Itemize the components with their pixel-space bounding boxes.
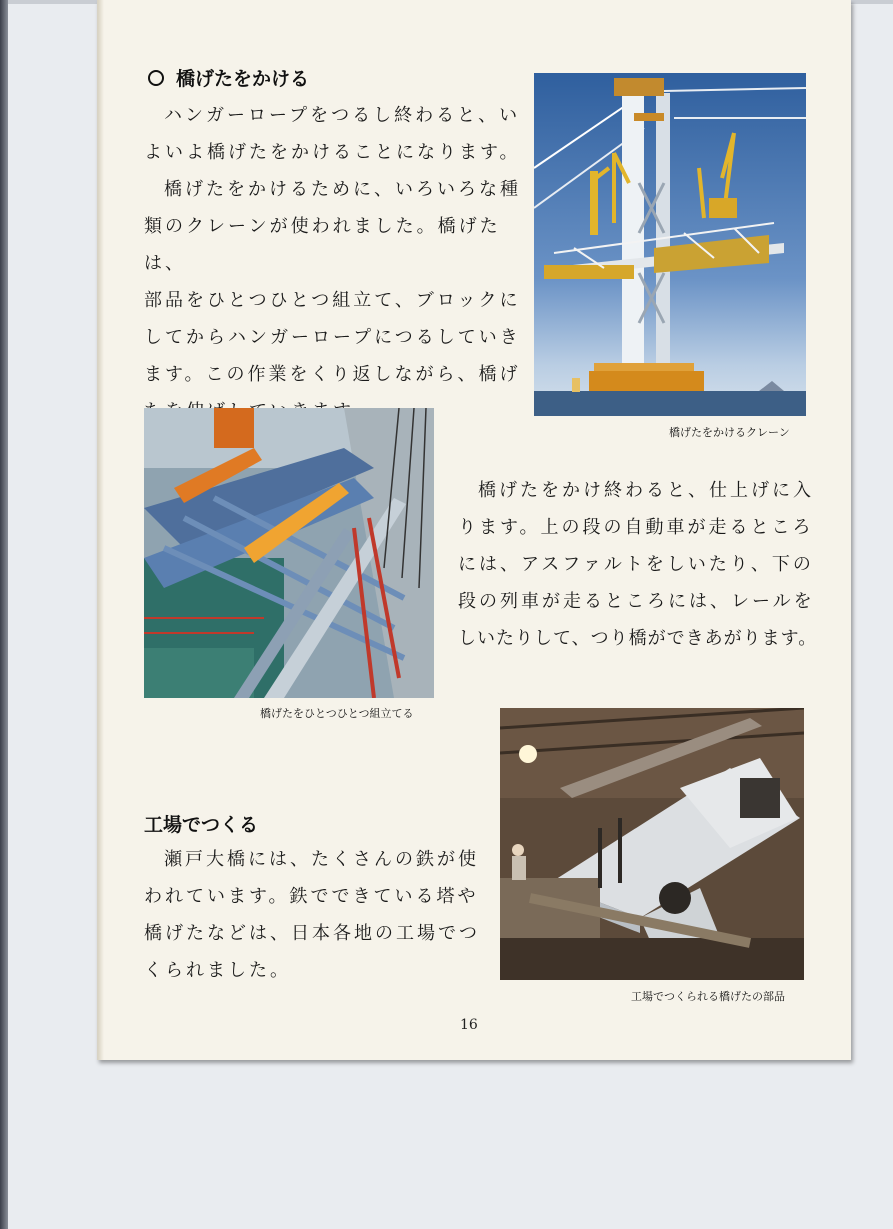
- circle-icon: [148, 70, 164, 86]
- text-line: 橋げたをかけ終わると、仕上げに入: [478, 480, 814, 501]
- heading-text: 橋げたをかける: [176, 68, 310, 90]
- text-line: 橋げたをかけるために、いろいろな種: [164, 179, 521, 200]
- factory-photo: [500, 708, 804, 980]
- text-line: には、アスファルトをしいたり、下の: [458, 554, 814, 575]
- text-line: してからハンガーロープにつるしていき: [144, 327, 521, 348]
- section-heading-bridge-girder: [148, 64, 309, 91]
- booklet-page: [97, 0, 851, 1060]
- text-line: 類のクレーンが使われました。橋げたは、: [144, 216, 501, 274]
- text-line: しいたりして、つり橋ができあがります。: [458, 628, 818, 649]
- page-number: 16: [460, 1017, 478, 1033]
- binding-edge: [98, 0, 104, 1060]
- photo1-caption: 橋げたをかけるクレーン: [669, 426, 790, 439]
- section2-text: [458, 472, 838, 657]
- text-line: 橋げたなどは、日本各地の工場でつ: [144, 923, 480, 944]
- text-line: くられました。: [144, 960, 291, 981]
- section1-text: [144, 97, 534, 430]
- text-line: われています。鉄でできている塔や: [144, 886, 479, 907]
- text-line: ります。上の段の自動車が走るところ: [458, 517, 814, 538]
- text-line: 段の列車が走るところには、レールを: [458, 591, 815, 612]
- text-line: 瀬戸大橋には、たくさんの鉄が使: [164, 849, 479, 870]
- text-line: ます。この作業をくり返しながら、橋げ: [144, 364, 521, 385]
- crane-photo: [534, 73, 806, 416]
- photo2-caption: 橋げたをひとつひとつ組立てる: [260, 707, 414, 720]
- photo3-caption: 工場でつくられる橋げたの部品: [631, 990, 785, 1003]
- scan-left-edge: [0, 0, 8, 1229]
- girder-assembly-photo: [144, 408, 434, 698]
- text-line: よいよ橋げたをかけることになります。: [144, 142, 521, 163]
- section-heading-factory: 工場でつくる: [144, 814, 259, 836]
- text-line: ハンガーロープをつるし終わると、い: [164, 105, 521, 126]
- section3-text: [144, 841, 494, 989]
- text-line: 部品をひとつひとつ組立て、ブロックに: [144, 290, 521, 311]
